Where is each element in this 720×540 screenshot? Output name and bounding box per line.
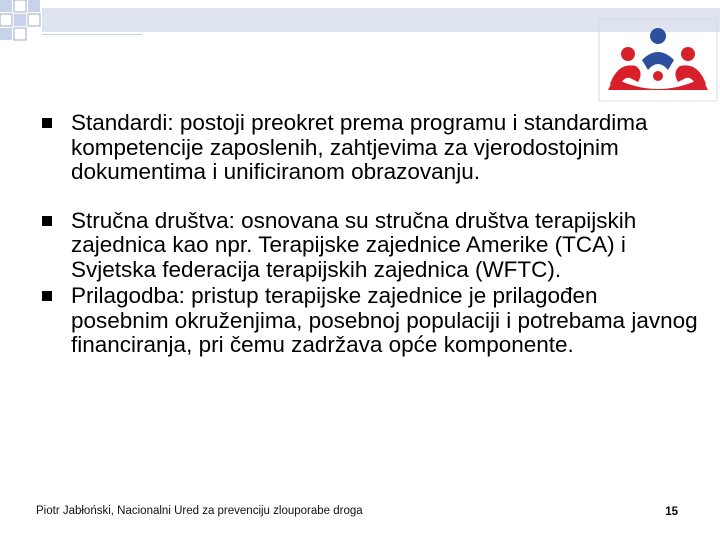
bullet-text: Stručna društva: osnovana su stručna društva terapijskih zajednica kao npr. Terapijske zajednice Amerike (TCA) i Svjetska federacija terapijskih zajednica (WFTC). [71,207,637,282]
bullet-square-icon [42,291,52,301]
bullet-text: Prilagodba: pristup terapijske zajednice je prilagođen posebnim okruženjima, posebnoj populaciji i potrebama javnog financiranja, pri čemu zadržava opće komponente. [71,283,698,357]
page-number: 15 [665,506,678,518]
footer-author: Piotr Jabłoński, Nacionalni Ured za prevenciju zlouporabe droga [36,505,363,517]
bullet-item-prilagodba [40,284,700,358]
organization-logo-icon [598,18,718,102]
bullet-item-standardi [40,111,700,185]
bullet-text: Standardi: postoji preokret prema programu i standardima kompetencije zaposlenih, zahtjevima za vjerodostojnim dokumentima i unificiranom obrazovanju. [71,110,648,184]
bullet-square-icon [42,216,52,226]
bullet-square-icon [42,118,52,128]
bullet-list [40,111,700,358]
bullet-item-strucna-drustva [40,209,700,283]
